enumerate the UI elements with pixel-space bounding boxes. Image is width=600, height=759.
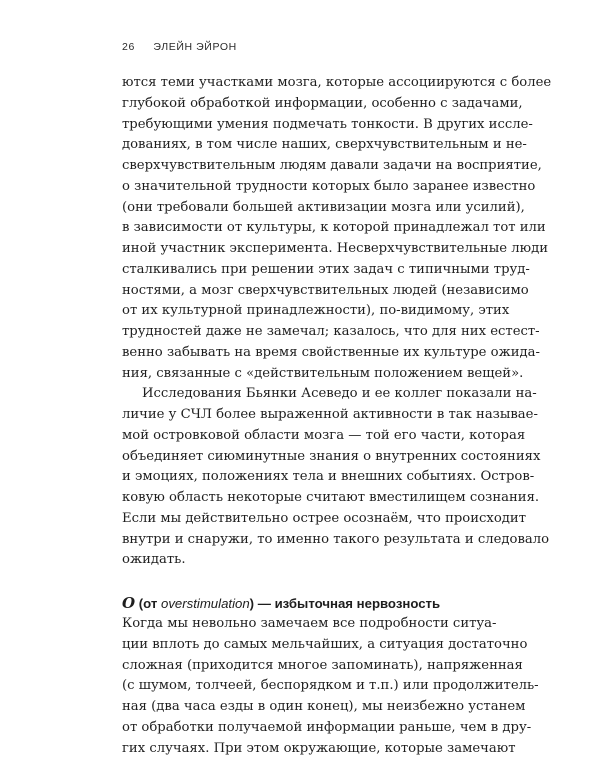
- section-heading: [122, 592, 480, 614]
- text-line: ностями, а мозг сверхчувствительных людей (независимо: [122, 281, 480, 302]
- text-line: ции вплоть до самых мельчайших, а ситуация достаточно: [122, 635, 480, 656]
- text-line: личие у СЧЛ более выраженной активности в так называе-: [122, 405, 480, 426]
- running-title: ЭЛЕЙН ЭЙРОН: [153, 41, 236, 53]
- heading-term: overstimulation: [161, 596, 250, 611]
- text-line: от их культурной принадлежности), по-видимому, этих: [122, 301, 480, 322]
- text-line: ная (два часа езды в один конец), мы неизбежно устанем: [122, 697, 480, 718]
- text-line: сталкивались при решении этих задач с типичными труд-: [122, 260, 480, 281]
- text-line: от обработки получаемой информации раньше, чем в дру-: [122, 718, 480, 739]
- text-line: требующими умения подмечать тонкости. В других иссле-: [122, 115, 480, 136]
- text-line: (с шумом, толчеей, беспорядком и т.п.) или продолжитель-: [122, 676, 480, 697]
- text-line: дованиях, в том числе наших, сверхчувствительным и не-: [122, 135, 480, 156]
- heading-letter: О: [122, 594, 135, 612]
- text-line: глубокой обработкой информации, особенно с задачами,: [122, 94, 480, 115]
- text-line: о значительной трудности которых было заранее известно: [122, 177, 480, 198]
- text-line: иной участник эксперимента. Несверхчувствительные люди: [122, 239, 480, 260]
- text-line: ются теми участками мозга, которые ассоциируются с более: [122, 73, 480, 94]
- text-line: Когда мы невольно замечаем все подробности ситуа-: [122, 614, 480, 635]
- body-text: [122, 73, 480, 759]
- paragraph: [122, 384, 480, 571]
- text-line: Если мы действительно острее осознаём, что происходит: [122, 509, 480, 530]
- paragraph: [122, 73, 480, 384]
- text-line: ния, связанные с «действительным положением вещей».: [122, 364, 480, 385]
- running-header: [122, 41, 237, 53]
- text-line: сложная (приходится многое запоминать), напряженная: [122, 656, 480, 677]
- section-spacer: [122, 571, 480, 592]
- text-line: объединяет сиюминутные знания о внутренних состояниях: [122, 447, 480, 468]
- page-number: 26: [122, 41, 135, 53]
- text-line: ожидать.: [122, 550, 480, 571]
- text-line: мой островковой области мозга — той его части, которая: [122, 426, 480, 447]
- text-line: в зависимости от культуры, к которой принадлежал тот или: [122, 218, 480, 239]
- text-line: (они требовали большей активизации мозга или усилий),: [122, 198, 480, 219]
- text-line: сверхчувствительным людям давали задачи на восприятие,: [122, 156, 480, 177]
- heading-rest: ) — избыточная нервозность: [250, 596, 440, 611]
- paragraph: [122, 614, 480, 759]
- text-line: венно забывать на время свойственные их культуре ожида-: [122, 343, 480, 364]
- text-line: ковую область некоторые считают вместилищем сознания.: [122, 488, 480, 509]
- text-line: Исследования Бьянки Асеведо и ее коллег показали на-: [122, 384, 480, 405]
- text-line: и эмоциях, положениях тела и внешних событиях. Остров-: [122, 467, 480, 488]
- heading-paren-open: (от: [135, 596, 161, 611]
- text-line: трудностей даже не замечал; казалось, что для них естест-: [122, 322, 480, 343]
- text-line: гих случаях. При этом окружающие, которые замечают: [122, 739, 480, 759]
- text-line: внутри и снаружи, то именно такого результата и следовало: [122, 530, 480, 551]
